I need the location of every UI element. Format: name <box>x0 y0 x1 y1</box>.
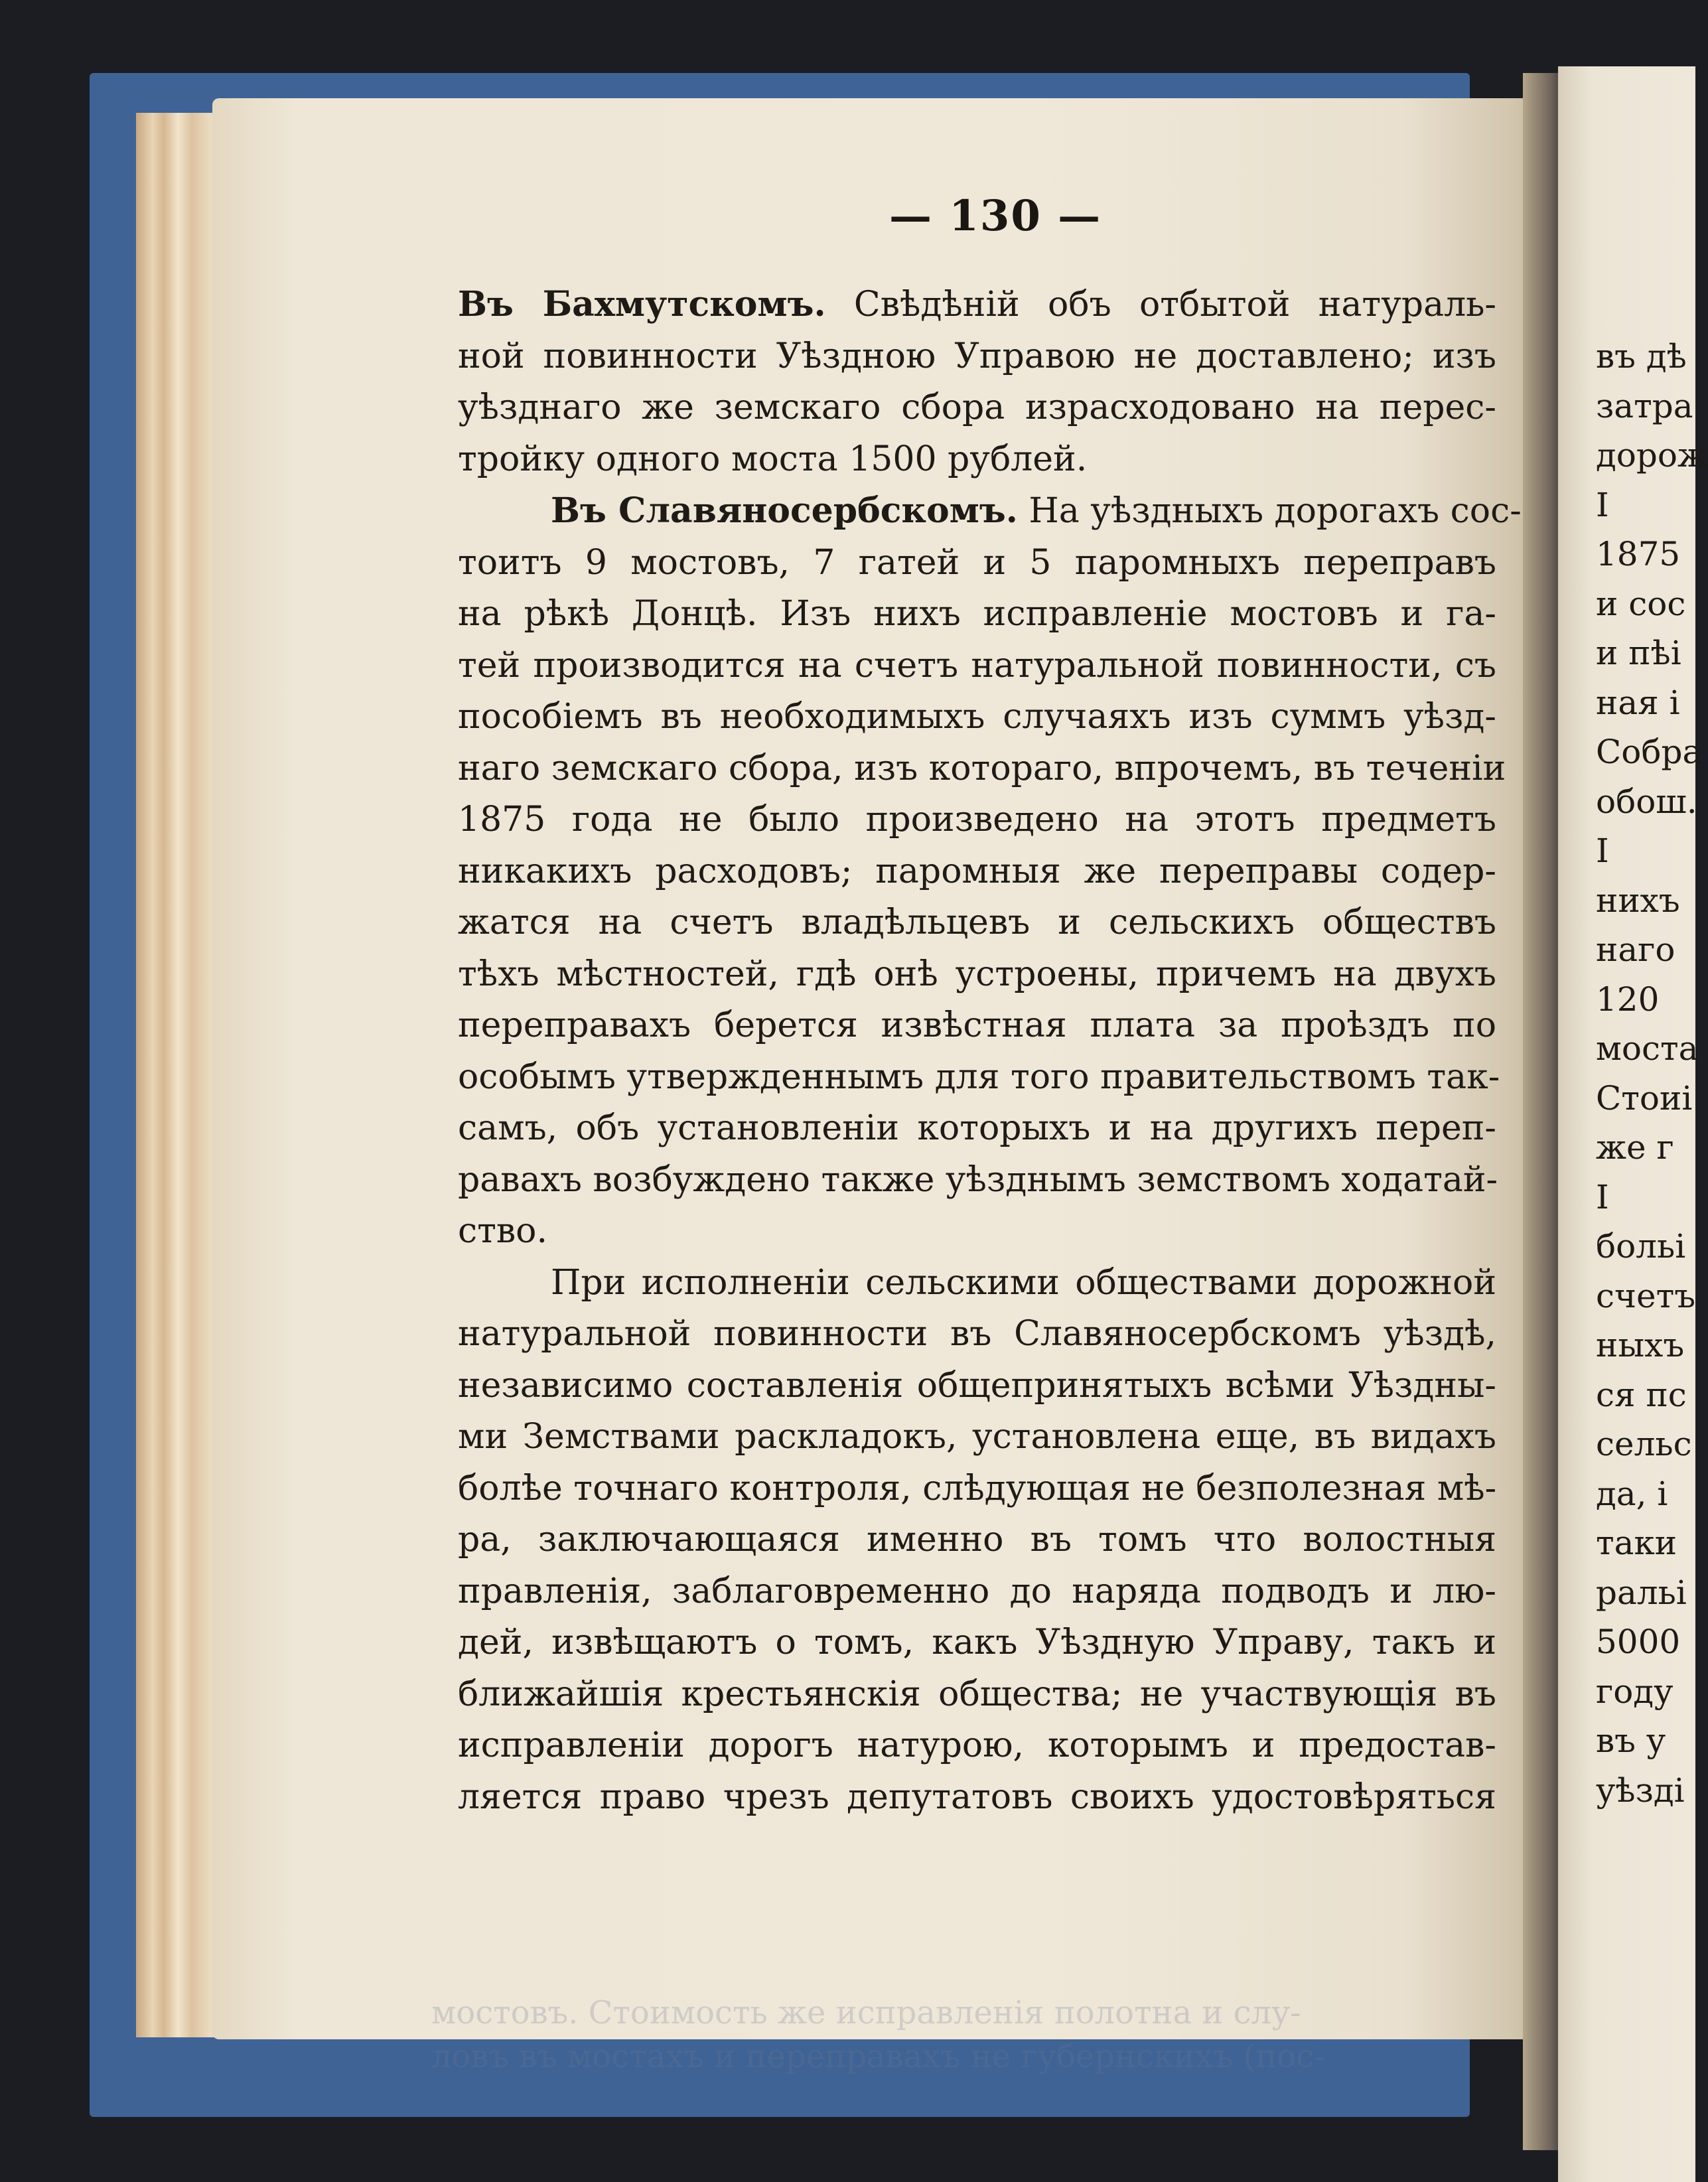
line-text: тоитъ 9 мостовъ, 7 гатей и 5 паромныхъ переправъ <box>458 542 1496 583</box>
text-line <box>458 485 1522 538</box>
right-page-line: нихъ <box>1596 881 1680 920</box>
text-line <box>458 1412 1496 1463</box>
text-line <box>458 1617 1496 1669</box>
right-page-line: же г <box>1596 1128 1674 1167</box>
line-text: На уѣздныхъ дорогахъ сос- <box>1017 491 1522 531</box>
line-text: тѣхъ мѣстностей, гдѣ онѣ устроены, причемъ на двухъ <box>458 954 1496 994</box>
right-page-line: затра <box>1596 386 1693 425</box>
right-page-line: 5000 <box>1596 1623 1681 1661</box>
line-text: никакихъ расходовъ; паромныя же переправы содер- <box>458 851 1496 891</box>
text-line <box>458 1000 1496 1052</box>
bleed-line: мостовъ. Стоимость же исправленія полотна и слу- <box>431 1994 1301 2031</box>
line-text: ной повинности Уѣздною Управою не доставлено; изъ <box>458 336 1496 376</box>
text-line <box>458 691 1496 743</box>
right-page-line: счетъ <box>1596 1276 1696 1315</box>
text-line <box>458 382 1496 434</box>
line-text: ближайшія крестьянскія общества; не участвующія въ <box>458 1674 1496 1714</box>
paragraph-lead: Въ Славяносербскомъ. <box>551 490 1018 531</box>
text-line <box>458 897 1496 949</box>
line-text: натуральной повинности въ Славяносербскомъ уѣздѣ, <box>458 1314 1496 1354</box>
line-text: ство. <box>458 1211 548 1251</box>
text-line <box>458 279 1496 331</box>
text-line <box>458 1052 1500 1104</box>
right-page-line: въ дѣ <box>1596 337 1687 376</box>
right-page-line: и пѣі <box>1596 634 1681 672</box>
right-page-line: 1875 <box>1596 535 1681 573</box>
right-page-line: дорож <box>1596 436 1708 474</box>
text-line <box>458 640 1496 692</box>
text-line <box>458 1463 1496 1515</box>
page-text <box>458 279 1522 1823</box>
right-page-line: ныхъ <box>1596 1326 1685 1364</box>
line-text: особымъ утвержденнымъ для того правительствомъ так- <box>458 1056 1500 1097</box>
right-page-line: году <box>1596 1672 1673 1711</box>
line-text: переправахъ берется извѣстная плата за проѣздъ по <box>458 1005 1496 1045</box>
right-page-line: въ у <box>1596 1721 1666 1760</box>
right-page-line: обош. <box>1596 782 1697 821</box>
line-text: При исполненіи сельскими обществами дорожной <box>551 1262 1496 1303</box>
text-line <box>458 949 1496 1001</box>
text-line <box>458 1103 1496 1155</box>
right-page-line: І <box>1596 832 1609 870</box>
text-line <box>458 1309 1496 1360</box>
line-text: ра, заключающаяся именно въ томъ что волостныя <box>458 1520 1496 1560</box>
line-text: самъ, объ установленіи которыхъ и на другихъ переп- <box>458 1108 1496 1148</box>
right-page-line: таки <box>1596 1524 1677 1562</box>
line-text: болѣе точнаго контроля, слѣдующая не безполезная мѣ- <box>458 1468 1497 1508</box>
right-page-line: ральі <box>1596 1573 1687 1612</box>
text-line <box>458 434 1496 486</box>
right-page-line: Собра <box>1596 733 1703 771</box>
right-page-line: уѣзді <box>1596 1771 1685 1810</box>
text-line <box>458 538 1496 589</box>
right-page-line: І <box>1596 1177 1609 1216</box>
text-line <box>458 1206 1496 1258</box>
right-page-line: и сос <box>1596 584 1686 623</box>
line-text: равахъ возбуждено также уѣзднымъ земствомъ ходатай- <box>458 1159 1498 1200</box>
bleed-line: ловъ въ мостахъ и переправахъ не губернскихъ (пос- <box>431 2038 1325 2075</box>
right-page-line: наго <box>1596 930 1675 969</box>
text-line <box>458 1772 1496 1824</box>
line-text: ми Земствами раскладокъ, установлена еще, въ видахъ <box>458 1417 1496 1457</box>
text-line <box>458 743 1506 795</box>
line-text: жатся на счетъ владѣльцевъ и сельскихъ обществъ <box>458 903 1496 942</box>
right-page-line: больі <box>1596 1227 1686 1266</box>
right-page-line: 120 <box>1596 980 1660 1019</box>
text-line <box>458 1155 1496 1206</box>
right-page-line: моста <box>1596 1029 1699 1068</box>
line-text: независимо составленія общепринятыхъ всѣми Уѣздны- <box>458 1365 1496 1406</box>
line-text: правленія, заблаговременно до наряда подводъ и лю- <box>458 1571 1496 1611</box>
text-line <box>458 331 1496 383</box>
line-text: ляется право чрезъ депутатовъ своихъ удостовѣряться <box>458 1777 1496 1817</box>
text-line <box>458 1720 1496 1772</box>
bleed-through-text <box>431 1991 1526 2078</box>
text-line <box>458 1360 1496 1412</box>
right-page-line: да, і <box>1596 1474 1668 1513</box>
line-text: тей производится на счетъ натуральной повинности, съ <box>458 645 1496 686</box>
text-line <box>458 846 1496 898</box>
text-line <box>458 1566 1496 1618</box>
right-page-line: ная і <box>1596 683 1680 722</box>
line-text: Свѣдѣній объ отбытой натураль- <box>825 285 1496 325</box>
line-text: 1875 года не было произведено на этотъ предметъ <box>458 800 1496 839</box>
text-line <box>458 589 1496 640</box>
right-page-line: І <box>1596 485 1609 524</box>
text-line <box>458 794 1496 846</box>
page-number: — 130 — <box>889 191 1102 241</box>
text-line <box>458 1514 1496 1566</box>
right-page-line: ся пс <box>1596 1375 1687 1414</box>
line-text: уѣзднаго же земскаго сбора израсходовано на перес- <box>458 388 1496 427</box>
line-text: исправленіи дорогъ натурою, которымъ и предостав- <box>458 1725 1496 1765</box>
line-text: тройку одного моста 1500 рублей. <box>458 439 1088 479</box>
line-text: наго земскаго сбора, изъ котораго, впрочемъ, въ теченіи <box>458 748 1506 788</box>
text-line <box>458 1258 1496 1309</box>
text-line <box>458 1669 1496 1721</box>
right-page-text <box>1596 332 1708 1815</box>
right-page-line: Стоиі <box>1596 1078 1693 1118</box>
right-page-line: сельс <box>1596 1425 1692 1463</box>
line-text: дей, извѣщаютъ о томъ, какъ Уѣздную Управу, такъ и <box>458 1623 1496 1662</box>
line-text: пособіемъ въ необходимыхъ случаяхъ изъ суммъ уѣзд- <box>458 697 1496 737</box>
paragraph-lead: Въ Бахмутскомъ. <box>458 284 826 325</box>
line-text: на рѣкѣ Донцѣ. Изъ нихъ исправленіе мостовъ и га- <box>458 594 1496 634</box>
